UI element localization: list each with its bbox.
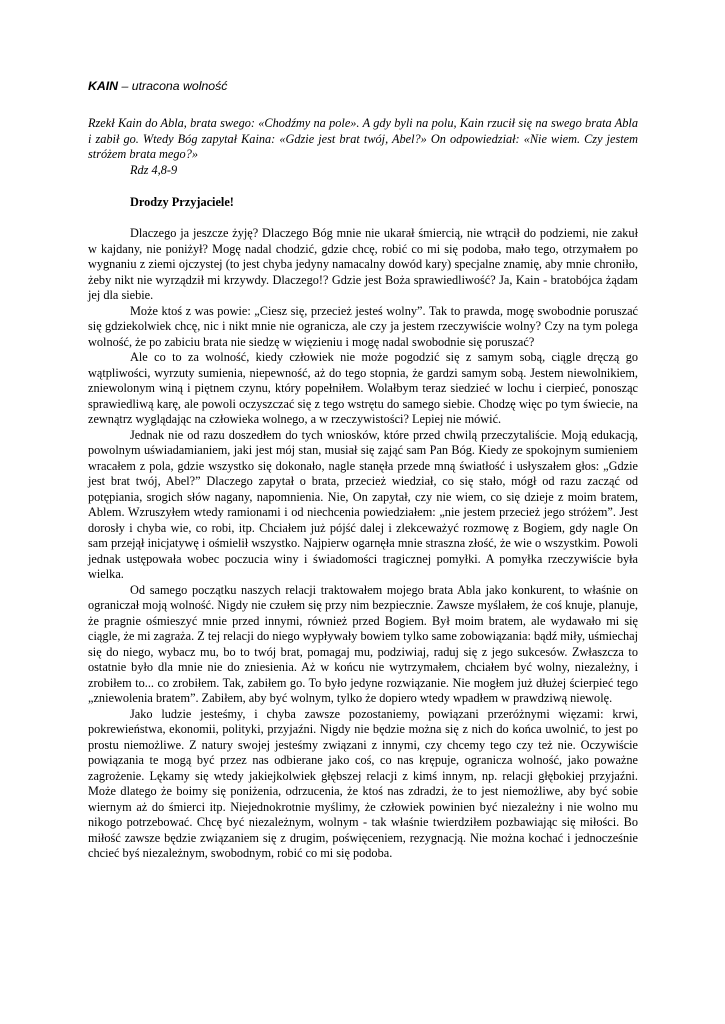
paragraph-6: Jako ludzie jesteśmy, i chyba zawsze pozostaniemy, powiązani przeróżnymi więzami: krwi, pokrewieństwa, ekonomii, polityki, przyjaźni. Nigdy nie będzie można się z nich do końca uwolnić, to jest po prostu niemożliwe. Z natury swojej jesteśmy związani z innymi, czy chcemy tego czy też nie. Oczywiście powiązania te mogą być przez nas odbierane jako coś, co nas krępuje, ogranicza wolność, jako poważne zagrożenie. Lękamy się wtedy jakiejkolwiek głębszej relacji z kimś innym, np. relacji głębokiej przyjaźni. Może dlatego że boimy się poniżenia, odrzucenia, że ktoś nas zdradzi, że to jest niemożliwe, aby być sobie wiernym aż do śmierci itp. Niejednokrotnie myślimy, że człowiek powinien być niezależny i nie wolno mu nikogo potrzebować. Chcę być niezależnym, wolnym - tak właśnie twierdziłem pozbawiając się miłości. Bo miłość zawsze będzie związaniem się z drugim, poświęceniem, rezygnacją. Nie można kochać i jednocześnie chcieć byś niezależnym, swobodnym, robić co mi się podoba.	[88, 706, 638, 861]
paragraph-4: Jednak nie od razu doszedłem do tych wniosków, które przed chwilą przeczytaliście. Moją edukacją, powolnym uświadamianiem, jaki jest mój stan, musiał się zająć sam Pan Bóg. Kiedy ze spokojnym sumieniem wracałem z pola, gdzie wszystko się dokonało, nagle stanęła przede mną światłość i usłyszałem głos: „Gdzie jest brat twój, Abel?” Dlaczego zapytał o brata, przecież wiedział, co się stało, mógł od razu zacząć od potępiania, srogich słów nagany, napomnienia. Nie, On zapytał, czy nie wiem, co się dzieje z moim bratem, Ablem. Wzruszyłem wtedy ramionami i od niechcenia powiedziałem: „nie jestem przecież jego stróżem”. Jest dorosły i chyba wie, co robi, itp. Chciałem już pójść dalej i zlekceważyć rozmowę z Bogiem, gdy nagle On sam przejął inicjatywę i ośmielił wszystko. Najpierw ogarnęła mnie straszna złość, że wie o wszystkim. Powoli jednak ustępowała wobec poczucia winy i świadomości tragicznej pomyłki. A pomyłka rzeczywiście była wielka.	[88, 427, 638, 582]
paragraph-3: Ale co to za wolność, kiedy człowiek nie może pogodzić się z samym sobą, ciągle dręczą go wątpliwości, wyrzuty sumienia, niepewność, aż do tego stopnia, że gardzi samym sobą. Jestem niewolnikiem, zniewolonym winą i piętnem czynu, który popełniłem. Wolałbym teraz siedzieć w lochu i cierpieć, ponosząc sprawiedliwą karę, ale powoli oczyszczać się z tego wstrętu do samego siebie. Chodzę więc po tym świecie, na zewnątrz wyglądając na człowieka wolnego, a w rzeczywistości? Lepiej nie mówić.	[88, 350, 638, 427]
motto-quote: Rzekł Kain do Abla, brata swego: «Chodźmy na pole». A gdy byli na polu, Kain rzucił się na swego brata Abla i zabił go. Wtedy Bóg zapytał Kaina: «Gdzie jest brat twój, Abel?» On odpowiedział: «Nie wiem. Czy jestem stróżem brata mego?»	[88, 116, 638, 162]
salutation: Drodzy Przyjaciele!	[130, 195, 234, 210]
paragraph-2: Może ktoś z was powie: „Ciesz się, przecież jesteś wolny”. Tak to prawda, mogę swobodnie poruszać się gdziekolwiek chcę, nic i nikt mnie nie ogranicza, ale czy ja jestem rzeczywiście wolny? Czy na tym polega wolność, że po zabiciu brata nie siedzę w więzieniu i mogę nadal swobodnie się poruszać?	[88, 303, 638, 349]
document-page	[88, 78, 638, 862]
title-subtitle: – utracona wolność	[118, 79, 228, 93]
paragraph-1: Dlaczego ja jeszcze żyję? Dlaczego Bóg mnie nie ukarał śmiercią, nie wtrącił do podziemi, nie zakuł w kajdany, nie poniżył? Mogę nadal chodzić, gdzie chcę, robić co mi się podoba, mało tego, otrzymałem po wygnaniu z ziemi ojczystej (to jest chyba jedyny namacalny dowód kary) specjalne znamię, aby mnie chroniło, żeby nikt nie wyrządził mi krzywdy. Dlaczego!? Gdzie jest Boża sprawiedliwość? Ja, Kain - bratobójca żądam jej dla siebie.	[88, 226, 638, 303]
paragraph-5: Od samego początku naszych relacji traktowałem mojego brata Abla jako konkurent, to właśnie on ograniczał moją wolność. Nigdy nie czułem się przy nim bezpiecznie. Zawsze myślałem, że coś knuje, planuje, że pragnie ośmieszyć mnie przed innymi, również przed Bogiem. Był moim bratem, ale wydawało mi się ciągle, że mi zagraża. Z tej relacji do niego wypływały bowiem tylko same zobowiązania: bądź miły, uśmiechaj się do niego, wybacz mu, bo to twój brat, pomagaj mu, podziwiaj, raduj się z jego sukcesów. Zwłaszcza to ostatnie było dla mnie nie do zniesienia. Aż w końcu nie wytrzymałem, chciałem być wolny, niezależny, i zrobiłem to... co zrobiłem. Tak, zabiłem go. To było jedyne rozwiązanie. Nie mogłem już dłużej ścierpieć tego „zniewolenia bratem”. Zabiłem, aby być wolnym, tylko że dopiero wtedy wpadłem w prawdziwą niewolę.	[88, 582, 638, 706]
document-title	[88, 78, 638, 94]
motto-reference: Rdz 4,8-9	[130, 162, 178, 177]
title-name: KAIN	[88, 79, 119, 93]
